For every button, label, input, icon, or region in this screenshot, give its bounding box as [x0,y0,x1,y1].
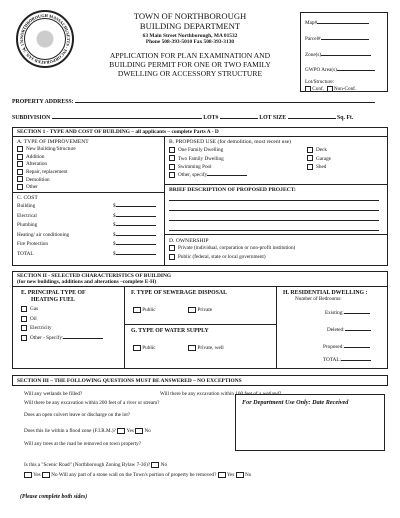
stonewall-no-label: No [51,472,58,479]
proposed-use-option[interactable] [169,172,247,179]
proposed-use-option[interactable] [169,164,212,171]
lot-structure-label: Lot/Structure: [305,79,335,85]
brief-line-3[interactable] [169,220,379,221]
ownership-checkbox[interactable] [169,254,175,260]
stonewall-yes2-checkbox[interactable] [218,472,226,478]
department-address: 63 Main Street Northborough, MA 01532 [142,32,238,39]
bedrooms-total[interactable] [323,358,371,364]
conf-checkbox[interactable] [305,86,311,92]
flood-yes-checkbox[interactable] [117,428,125,434]
proposed-use-label: Other, specify [178,172,208,179]
scenic-no-label: No [160,462,168,469]
section-2 [12,271,388,369]
part-d-title: D. OWNERSHIP [169,238,209,244]
svg-text:NORTHBOROUGH MASSACHUSETTS · I: NORTHBOROUGH MASSACHUSETTS · INCORPORATED JAN. 24, 176 [18,12,72,66]
improvement-checkbox[interactable] [17,176,23,182]
bedrooms-label: Number of Bedrooms: [295,296,342,302]
proposed-use-accessory-option[interactable] [307,164,326,171]
existing-label: Existing: [325,310,344,316]
part-f-box [125,287,277,325]
town-name: TOWN OF NORTHBOROUGH [133,11,247,21]
sewerage-public-checkbox[interactable] [133,307,141,313]
section-2-header [13,272,387,287]
subdivision-row [12,115,353,122]
form-title-line3: DWELLING OR ACCESSORY STRUCTURE [117,68,263,78]
part-e-title: E. PRINCIPAL TYPE OF [21,290,86,296]
part-g-title: G. TYPE OF WATER SUPPLY [131,328,209,334]
property-address-row[interactable] [12,99,375,106]
part-b-title: B. PROPOSED USE (for demolition, most recent use) [169,139,291,145]
part-c-box [13,193,165,265]
flood-yes-label: Yes [126,428,134,435]
heating-fuel-checkbox[interactable] [21,306,27,312]
heating-fuel-checkbox[interactable] [21,325,27,331]
form-title-line2: BUILDING PERMIT FOR ONE OR TWO FAMILY [109,59,271,69]
proposed-use-option[interactable] [169,147,223,154]
improvement-label: Other [26,184,38,191]
zone-field[interactable] [305,53,371,59]
question-flood-zone [24,428,151,435]
brief-line-4[interactable] [169,230,379,231]
flood-no-label: No [144,428,151,435]
water-public-checkbox[interactable] [133,345,141,351]
deleted-label: Deleted: [327,327,345,333]
improvement-option[interactable] [17,161,47,168]
ownership-label: Private (individual, corporation or non-profit institution) [178,245,296,252]
ownership-label: Public (federal, state or local government) [178,254,266,261]
cost-row[interactable] [17,252,156,258]
question-wetlands-filled: Will any wetlands be filled? [24,391,83,397]
heating-fuel-option[interactable] [21,325,52,332]
flood-no-checkbox[interactable] [135,428,143,434]
cost-label: Heating/ air conditioning [17,231,70,238]
improvement-option[interactable] [17,154,44,161]
proposed-use-checkbox[interactable] [169,164,175,170]
proposed-use-label: Two Family Dwelling [178,155,224,162]
cost-input[interactable] [116,235,156,236]
improvement-option[interactable] [17,169,68,176]
proposed-label: Proposed: [323,344,344,350]
form-title-line1: APPLICATION FOR PLAN EXAMINATION AND [109,51,271,61]
improvement-checkbox[interactable] [17,169,23,175]
ownership-checkbox[interactable] [169,245,175,251]
part-e-subtitle: HEATING FUEL [31,297,75,303]
question-wetland-excavation-text: Will there be any excavation within 100 feet of a wetland? [160,391,282,397]
department-phone: Phone 508-393-5010 Fax 508-393-3130 [145,38,235,45]
stonewall-yes-label: Yes [33,472,41,479]
question-stone-wall-text: Will any part of a stone wall on the Town's portion of property be removed? [58,472,217,479]
part-h-box [277,287,387,368]
part-d-box [165,235,387,265]
proposed-use-accessory-checkbox[interactable] [307,147,313,153]
map-label: Map# [305,20,318,26]
section-2-subtitle: (for new buildings, additions and alterations –complete E-H) [17,279,157,286]
department-name: BUILDING DEPARTMENT [139,20,241,31]
improvement-label: Demolition [26,176,50,183]
header-block [100,12,280,78]
parcel-label: Parcel# [305,36,321,42]
proposed-use-checkbox[interactable] [169,172,175,178]
part-a-box [13,137,165,193]
proposed-use-checkbox[interactable] [169,155,175,161]
improvement-label: Repair, replacement [26,168,68,175]
proposed-use-accessory-label: Garage [316,155,331,162]
section-1 [12,127,388,266]
question-flood-zone-text: Does this lie within a flood zone (F.I.R.M.)? [24,428,116,435]
improvement-label: Alteration [26,161,48,168]
question-scenic-road-text: Is this a "Scenic Road" (Northborough Zoning Bylaw 7-36)? [24,462,151,469]
improvement-checkbox[interactable] [17,146,23,152]
proposed-use-accessory-label: Deck [316,147,327,154]
proposed-use-specify-input[interactable] [207,175,247,176]
scenic-checkbox[interactable] [151,462,159,468]
currency-symbol: $ [113,251,116,257]
bedrooms-existing[interactable] [325,311,370,317]
lot-number-label: LOT# [203,115,219,121]
heating-fuel-specify-input[interactable] [63,338,103,339]
proposed-use-accessory-checkbox[interactable] [307,155,313,161]
heating-fuel-label: Oil [30,315,37,322]
proposed-use-checkbox[interactable] [169,147,175,153]
part-h-title: H. RESIDENTIAL DWELLING : [283,290,368,296]
seal-lettering [18,12,72,66]
sewerage-options [133,307,212,314]
proposed-use-label: One Family Dwelling [178,147,224,154]
proposed-use-accessory-option[interactable] [307,155,331,162]
water-private-label: Private, well [197,345,224,352]
department-use-label: For Department Use Only: Date Received [242,399,349,406]
question-culvert: Does an open culvert leave or discharge on the lot? [24,412,131,418]
currency-symbol: $ [113,212,116,219]
lot-size-input[interactable] [288,118,336,119]
ownership-option[interactable] [169,245,295,252]
section-2-title: SECTION II - SELECTED CHARACTERISTICS OF BUILDING [17,273,172,279]
sewerage-private-checkbox[interactable] [188,307,196,313]
stonewall-yes2-label: Yes [226,472,235,479]
currency-symbol: $ [113,241,116,248]
water-private-checkbox[interactable] [188,345,196,351]
part-c-title: C. COST [17,195,38,201]
stonewall-no-checkbox[interactable] [42,472,50,478]
section-1-title: SECTION 1 - TYPE AND COST OF BUILDING – all applicants – complete Parts A - D [13,128,387,137]
stonewall-no2-label: No [244,472,252,479]
part-b-box [165,137,387,185]
cost-input[interactable] [116,216,156,217]
heating-fuel-option[interactable] [21,306,38,313]
cost-row[interactable] [17,233,156,239]
proposed-use-option[interactable] [169,155,224,162]
heating-fuel-label: Other - Specify: [30,334,64,341]
town-seal [16,10,74,68]
parcel-field[interactable] [305,37,369,43]
improvement-option[interactable] [17,176,50,183]
proposed-use-label: Swimming Pool [178,163,212,170]
heating-fuel-option[interactable] [21,316,37,323]
cost-label: Building [17,203,36,209]
bedrooms-proposed[interactable] [323,345,370,351]
heating-fuel-checkbox[interactable] [21,335,27,341]
subdivision-input[interactable] [52,118,202,119]
ownership-option[interactable] [169,254,266,261]
lot-structure-options [305,86,356,93]
cost-row[interactable] [17,204,156,210]
improvement-option[interactable] [17,184,38,191]
cost-input[interactable] [116,206,156,207]
cost-input[interactable] [116,254,156,255]
gwpo-label: GWPO Area(s) [305,67,337,73]
total-label: TOTAL: [323,357,341,363]
heating-fuel-checkbox[interactable] [21,316,27,322]
brief-line-2[interactable] [169,210,379,211]
cost-row[interactable] [17,214,156,220]
brief-description-label: BRIEF DESCRIPTION OF PROPOSED PROJECT: [169,187,296,193]
conf-label: Conf. [312,86,324,93]
cost-label: TOTAL [17,251,34,257]
sewerage-public-label: Public [142,307,156,314]
bedrooms-deleted[interactable] [327,328,371,334]
cost-label: Fire Protection [17,241,48,248]
question-river-excavation: Will there be any excavation within 200 feet of a river or stream? [24,400,160,406]
cost-label: Electrical [17,212,37,219]
water-supply-options [133,345,224,352]
section-3-title: SECTION III – THE FOLLOWING QUESTIONS MUST BE ANSWERED – NO EXCEPTIONS [17,378,242,384]
heating-fuel-label: Electricity [30,325,52,332]
part-f-title: F. TYPE OF SEWERAGE DISPOSAL [131,290,227,296]
sqft-label: Sq. Ft. [337,115,354,121]
cost-input[interactable] [116,225,156,226]
lot-number-input[interactable] [220,118,258,119]
nonconf-checkbox[interactable] [327,86,333,92]
cost-input[interactable] [116,244,156,245]
proposed-use-accessory-checkbox[interactable] [307,164,313,170]
gwpo-field[interactable] [305,68,375,74]
currency-symbol: $ [113,203,116,209]
part-e-box [13,287,125,368]
department-use-box [235,394,385,451]
improvement-label: Addition [26,153,45,160]
improvement-option[interactable] [17,146,76,153]
heating-fuel-label: Gas [30,306,39,313]
subdivision-label: SUBDIVISION [12,115,51,121]
footer-note: (Please complete both sides) [20,494,88,500]
part-a-title: A. TYPE OF IMPROVEMENT [17,139,89,145]
water-public-label: Public [142,345,156,352]
office-use-box [300,12,388,92]
property-address-input[interactable] [75,102,375,103]
question-stone-wall [24,472,251,479]
cost-label: Plumbing [17,222,38,229]
zone-label: Zone(s) [305,52,322,58]
lot-size-label: LOT SIZE [259,115,287,121]
part-g-box [125,325,277,368]
question-scenic-road [24,462,167,469]
cost-row[interactable] [17,223,156,229]
property-address-label: PROPERTY ADDRESS: [12,99,74,105]
improvement-label: New Building/Structure [26,146,76,153]
stonewall-no2-checkbox[interactable] [236,472,244,478]
proposed-use-accessory-option[interactable] [307,147,327,154]
brief-description-box[interactable] [165,185,387,235]
currency-symbol: $ [113,222,116,229]
stonewall-yes-checkbox[interactable] [24,472,32,478]
sewerage-private-label: Private [197,307,213,314]
proposed-use-accessory-label: Shed [316,163,327,170]
currency-symbol: $ [113,231,116,238]
map-field[interactable] [305,21,369,27]
brief-line-1[interactable] [169,200,379,201]
question-trees: Will any trees at the road be removed on town property? [24,441,142,447]
improvement-checkbox[interactable] [17,161,23,167]
nonconf-label: Non-Conf. [333,86,357,93]
heating-fuel-option[interactable] [21,335,103,342]
improvement-checkbox[interactable] [17,154,23,160]
cost-row[interactable] [17,242,156,248]
improvement-checkbox[interactable] [17,184,23,190]
section-3-title-box [12,375,388,386]
